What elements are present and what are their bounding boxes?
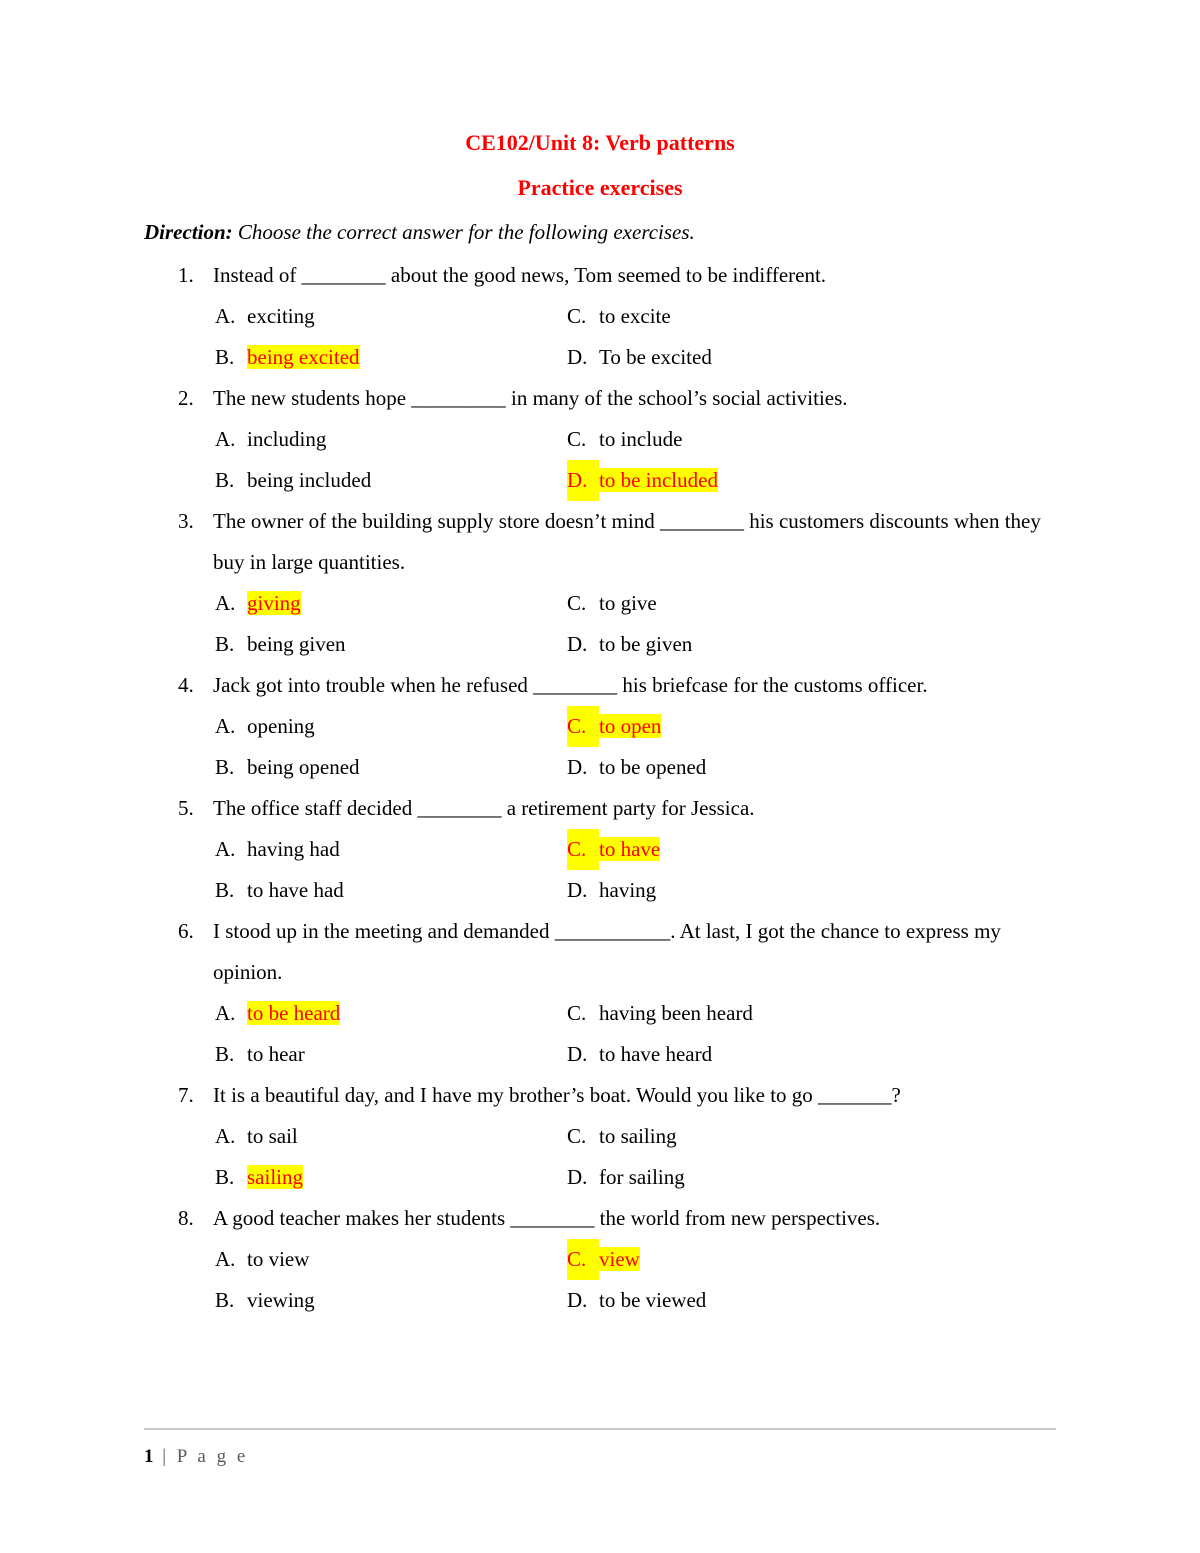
option-text: giving [247,591,301,615]
option-text: exciting [247,304,315,328]
question-number: 1. [178,263,194,287]
question-number: 2. [178,386,194,410]
answer-option [215,870,567,911]
question-number: 3. [178,509,194,533]
answer-option [567,624,1056,665]
option-text: sailing [247,1165,303,1189]
document-subtitle: Practice exercises [517,175,683,200]
option-letter: A. [215,1001,236,1025]
options-grid [215,1116,1056,1198]
answer-option [215,624,567,665]
option-text: having been heard [599,1001,753,1025]
option-letter: A. [215,837,236,861]
question [144,911,1056,1075]
option-text: to excite [599,304,671,328]
option-letter: B. [215,1288,235,1312]
option-text: to be given [599,632,693,656]
answer-option [567,296,1056,337]
option-letter: D. [567,460,599,501]
question-text: It is a beautiful day, and I have my brother’s boat. Would you like to go _______? [213,1083,901,1107]
option-text: to be viewed [599,1288,707,1312]
option-text: to sailing [599,1124,677,1148]
question-line [178,501,1056,583]
option-text: having [599,878,657,902]
option-letter: A. [215,1124,236,1148]
answer-option [215,1157,567,1198]
answer-option [215,1034,567,1075]
option-text: including [247,427,327,451]
footer-divider [144,1428,1056,1430]
option-text: to open [599,714,662,738]
answer-option [215,747,567,788]
answer-option [567,1239,1056,1280]
option-letter: D. [567,755,588,779]
answer-option [215,829,567,870]
options-grid [215,829,1056,911]
option-text: to be included [599,468,718,492]
option-letter: B. [215,1042,235,1066]
option-text: to sail [247,1124,298,1148]
direction-line [144,210,1056,255]
option-text: to give [599,591,657,615]
answer-option [215,296,567,337]
answer-option [567,337,1056,378]
option-letter: B. [215,468,235,492]
question [144,255,1056,378]
option-text: to have [599,837,661,861]
question-line [178,378,1056,419]
answer-option [567,993,1056,1034]
option-text: to be opened [599,755,707,779]
option-letter: D. [567,1165,588,1189]
question-number: 8. [178,1206,194,1230]
question-text: Instead of ________ about the good news, Tom seemed to be indifferent. [213,263,827,287]
option-letter: C. [567,1124,587,1148]
option-letter: B. [215,1165,235,1189]
answer-option [567,706,1056,747]
option-letter: B. [215,755,235,779]
option-letter: B. [215,878,235,902]
option-text: opening [247,714,315,738]
option-letter: D. [567,1042,588,1066]
answer-option [567,870,1056,911]
option-letter: C. [567,427,587,451]
option-letter: A. [215,591,236,615]
answer-option [215,583,567,624]
question-number: 6. [178,919,194,943]
option-text: viewing [247,1288,315,1312]
answer-option [215,337,567,378]
option-letter: D. [567,878,588,902]
option-text: view [599,1247,640,1271]
question [144,1198,1056,1321]
page-label: | P a g e [162,1446,249,1467]
answer-option [567,1116,1056,1157]
question-number: 4. [178,673,194,697]
question [144,788,1056,911]
question-line [178,911,1056,993]
answer-option [567,419,1056,460]
option-letter: C. [567,829,599,870]
options-grid [215,993,1056,1075]
questions-list [144,255,1056,1321]
option-letter: C. [567,304,587,328]
option-text: having had [247,837,340,861]
question-line [178,788,1056,829]
question-line [178,1198,1056,1239]
option-text: being included [247,468,372,492]
option-letter: D. [567,1288,588,1312]
option-letter: C. [567,1239,599,1280]
question [144,378,1056,501]
answer-option [215,1280,567,1321]
question [144,665,1056,788]
question-text: I stood up in the meeting and demanded ___________. At last, I got the chance to express my opinion. [213,919,1001,984]
answer-option [215,460,567,501]
option-letter: A. [215,714,236,738]
answer-option [215,419,567,460]
answer-option [567,747,1056,788]
answer-option [215,706,567,747]
option-letter: A. [215,1247,236,1271]
page-footer [144,1428,1056,1468]
answer-option [215,1239,567,1280]
option-letter: C. [567,1001,587,1025]
option-text: to have heard [599,1042,713,1066]
direction-text: Choose the correct answer for the following exercises. [237,220,695,244]
option-text: to be heard [247,1001,341,1025]
question-number: 7. [178,1083,194,1107]
page-number: 1 [144,1446,154,1467]
question-line [178,255,1056,296]
question-text: Jack got into trouble when he refused ________ his briefcase for the customs officer. [213,673,928,697]
answer-option [215,993,567,1034]
options-grid [215,706,1056,788]
option-text: To be excited [599,345,712,369]
options-grid [215,1239,1056,1321]
option-text: to have had [247,878,344,902]
question [144,501,1056,665]
option-text: for sailing [599,1165,685,1189]
options-grid [215,419,1056,501]
option-letter: C. [567,591,587,615]
question-text: A good teacher makes her students ________ the world from new perspectives. [213,1206,881,1230]
question-text: The owner of the building supply store doesn’t mind ________ his customers discounts when they buy in large quantities. [213,509,1041,574]
option-letter: D. [567,632,588,656]
option-letter: C. [567,706,599,747]
answer-option [567,583,1056,624]
options-grid [215,296,1056,378]
document-title: CE102/Unit 8: Verb patterns [465,130,735,155]
option-letter: B. [215,632,235,656]
question [144,1075,1056,1198]
answer-option [567,1034,1056,1075]
options-grid [215,583,1056,665]
footer-text [144,1446,1056,1468]
question-text: The office staff decided ________ a retirement party for Jessica. [213,796,755,820]
option-text: to include [599,427,683,451]
direction-label: Direction: [144,220,233,244]
option-letter: A. [215,304,236,328]
answer-option [567,829,1056,870]
answer-option [567,1280,1056,1321]
option-text: being excited [247,345,360,369]
question-line [178,1075,1056,1116]
option-letter: B. [215,345,235,369]
question-text: The new students hope _________ in many of the school’s social activities. [213,386,848,410]
option-letter: A. [215,427,236,451]
option-text: being given [247,632,346,656]
answer-option [215,1116,567,1157]
option-text: to hear [247,1042,305,1066]
question-number: 5. [178,796,194,820]
answer-option [567,1157,1056,1198]
answer-option [567,460,1056,501]
option-letter: D. [567,345,588,369]
option-text: being opened [247,755,360,779]
question-line [178,665,1056,706]
option-text: to view [247,1247,310,1271]
